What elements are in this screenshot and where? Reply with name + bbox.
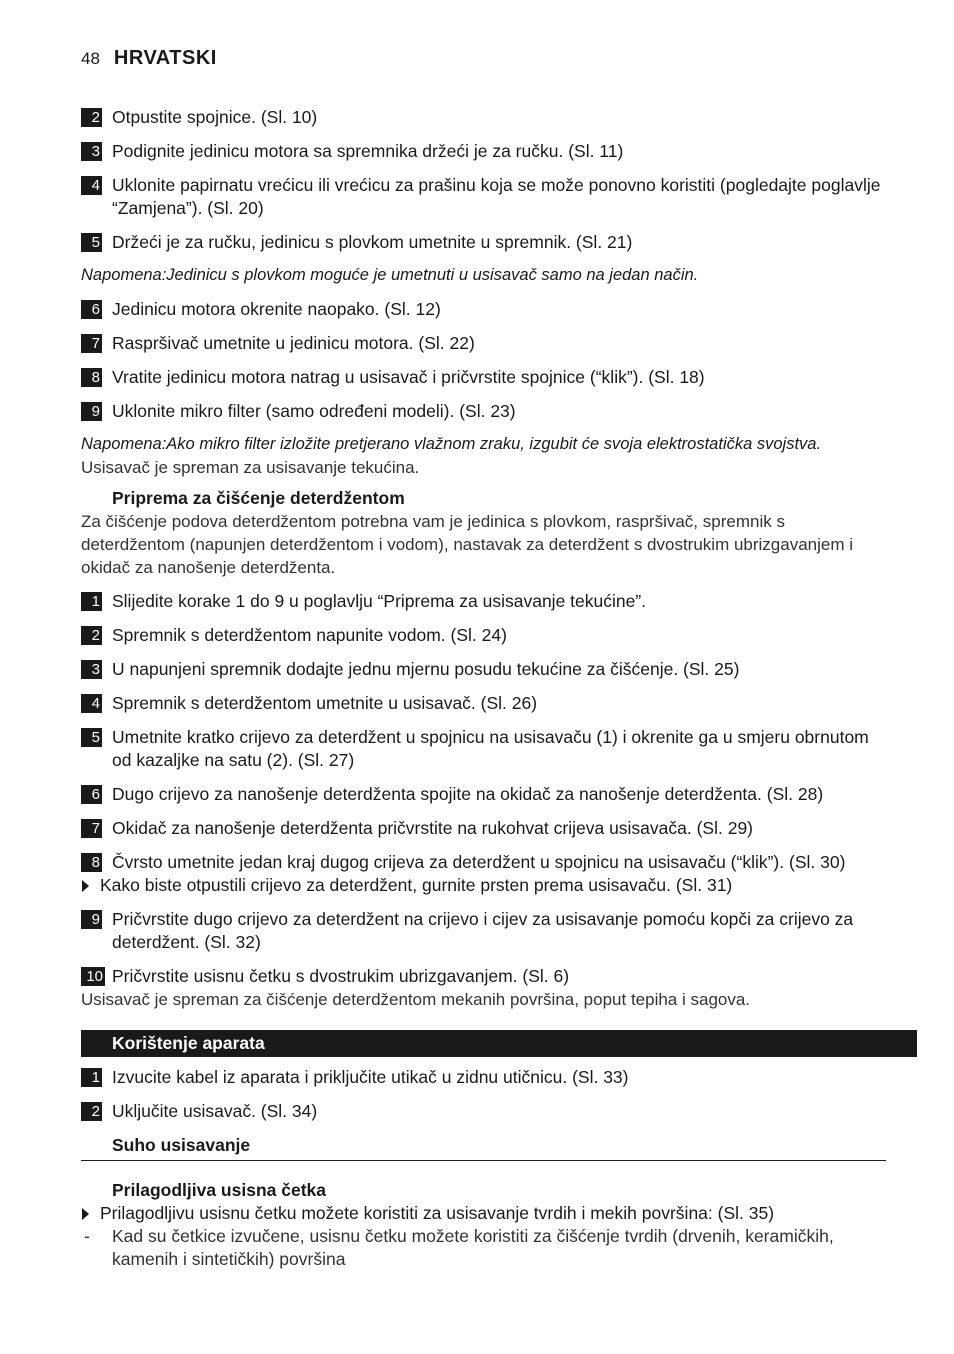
step-number: 1 (81, 592, 102, 611)
dry-vacuum-heading: Suho usisavanje (81, 1134, 886, 1161)
step-item (81, 624, 887, 647)
bullet-item (81, 1202, 887, 1225)
step-number: 9 (81, 910, 102, 929)
step-number: 6 (81, 300, 102, 319)
step-text: Otpustite spojnice. (Sl. 10) (112, 107, 318, 127)
step-number: 2 (81, 108, 102, 127)
bullet-item (81, 874, 887, 897)
step-item (81, 1100, 887, 1123)
step-number: 4 (81, 176, 102, 195)
step-text: Spremnik s deterdžentom umetnite u usisavač. (Sl. 26) (112, 693, 538, 713)
step-number: 5 (81, 728, 102, 747)
step-item (81, 726, 887, 772)
step-item (81, 965, 887, 988)
step-number: 10 (81, 967, 105, 986)
step-number: 9 (81, 402, 102, 421)
bullet-text: Kako biste otpustili crijevo za deterdžent, gurnite prsten prema usisavaču. (Sl. 31) (100, 875, 733, 895)
step-item (81, 590, 887, 613)
step-item (81, 400, 887, 423)
step-text: Podignite jedinicu motora sa spremnika držeći je za ručku. (Sl. 11) (112, 141, 624, 161)
dash-text: Kad su četkice izvučene, usisnu četku možete koristiti za čišćenje tvrdih (drvenih, keramičkih, kamenih i sintetičkih) površina (112, 1226, 834, 1269)
step-text: Pričvrstite usisnu četku s dvostrukim ubrizgavanjem. (Sl. 6) (112, 966, 570, 986)
note-micro-filter: Napomena:Ako mikro filter izložite pretjerano vlažnom zraku, izgubit će svoja elektrostatička svojstva. (81, 435, 822, 453)
step-number: 4 (81, 694, 102, 713)
bullet-arrow-icon (82, 880, 89, 892)
step-number: 7 (81, 334, 102, 353)
step-text: U napunjeni spremnik dodajte jednu mjernu posudu tekućine za čišćenje. (Sl. 25) (112, 659, 740, 679)
step-text: Okidač za nanošenje deterdženta pričvrstite na rukohvat crijeva usisavača. (Sl. 29) (112, 818, 754, 838)
step-item (81, 783, 887, 806)
brush-heading: Prilagodljiva usisna četka (112, 1180, 326, 1200)
step-number: 3 (81, 142, 102, 161)
step-text: Držeći je za ručku, jedinicu s plovkom umetnite u spremnik. (Sl. 21) (112, 232, 633, 252)
step-item (81, 817, 887, 840)
step-item (81, 174, 887, 220)
page-content (81, 106, 887, 1271)
step-number: 6 (81, 785, 102, 804)
ready-liquid-text: Usisavač je spreman za usisavanje tekućina. (81, 458, 420, 477)
step-item (81, 851, 887, 874)
step-item (81, 332, 887, 355)
step-number: 8 (81, 368, 102, 387)
step-item (81, 1066, 887, 1089)
step-number: 7 (81, 819, 102, 838)
detergent-heading: Priprema za čišćenje deterdžentom (112, 488, 405, 508)
bullet-text: Prilagodljivu usisnu četku možete koristiti za usisavanje tvrdih i mekih površina: (Sl. 35) (100, 1203, 775, 1223)
step-text: Raspršivač umetnite u jedinicu motora. (Sl. 22) (112, 333, 475, 353)
ready-detergent-text: Usisavač je spreman za čišćenje deterdžentom mekanih površina, poput tepiha i sagova. (81, 990, 751, 1009)
step-text: Dugo crijevo za nanošenje deterdženta spojite na okidač za nanošenje deterdženta. (Sl. 28) (112, 784, 824, 804)
step-item (81, 692, 887, 715)
step-text: Uklonite papirnatu vrećicu ili vrećicu za prašinu koja se može ponovno koristiti (pogledajte poglavlje “Zamjena”). (Sl. 20) (112, 175, 881, 218)
step-item (81, 908, 887, 954)
step-text: Uključite usisavač. (Sl. 34) (112, 1101, 318, 1121)
step-item (81, 106, 887, 129)
step-text: Slijedite korake 1 do 9 u poglavlju “Priprema za usisavanje tekućine”. (112, 591, 647, 611)
step-text: Čvrsto umetnite jedan kraj dugog crijeva za deterdžent u spojnicu na usisavaču (“klik”). (Sl. 30) (112, 852, 846, 872)
step-text: Vratite jedinicu motora natrag u usisavač i pričvrstite spojnice (“klik”). (Sl. 18) (112, 367, 705, 387)
step-number: 8 (81, 853, 102, 872)
step-text: Izvucite kabel iz aparata i priključite utikač u zidnu utičnicu. (Sl. 33) (112, 1067, 629, 1087)
step-item (81, 366, 887, 389)
page-number: 48 (81, 49, 100, 68)
step-text: Spremnik s deterdžentom napunite vodom. (Sl. 24) (112, 625, 507, 645)
step-number: 3 (81, 660, 102, 679)
step-number: 1 (81, 1068, 102, 1087)
step-text: Umetnite kratko crijevo za deterdžent u spojnicu na usisavaču (1) i okrenite ga u smjeru obrnutom od kazaljke na satu (2). (Sl. 27) (112, 727, 869, 770)
detergent-intro: Za čišćenje podova deterdžentom potrebna vam je jedinica s plovkom, raspršivač, spremnik s deterdžentom (napunjen deterdžentom i vodom), nastavak za deterdžent s dvostrukim ubrizgavanjem i okidač za nanošenje deterdženta. (81, 512, 854, 577)
note-float-unit: Napomena:Jedinicu s plovkom moguće je umetnuti u usisavač samo na jedan način. (81, 266, 699, 284)
dash-marker: - (84, 1226, 90, 1246)
step-number: 5 (81, 233, 102, 252)
dash-list-item (81, 1225, 887, 1271)
step-item (81, 231, 887, 254)
step-text: Jedinicu motora okrenite naopako. (Sl. 12) (112, 299, 441, 319)
step-item (81, 298, 887, 321)
bullet-arrow-icon (82, 1208, 89, 1220)
language-title: HRVATSKI (113, 47, 217, 69)
step-number: 2 (81, 626, 102, 645)
step-number: 2 (81, 1102, 102, 1121)
page-header (81, 47, 217, 75)
step-item (81, 140, 887, 163)
section-heading-use: Korištenje aparata (81, 1030, 917, 1057)
step-text: Pričvrstite dugo crijevo za deterdžent na crijevo i cijev za usisavanje pomoću kopči za crijevo za deterdžent. (Sl. 32) (112, 909, 854, 952)
step-item (81, 658, 887, 681)
step-text: Uklonite mikro filter (samo određeni modeli). (Sl. 23) (112, 401, 516, 421)
